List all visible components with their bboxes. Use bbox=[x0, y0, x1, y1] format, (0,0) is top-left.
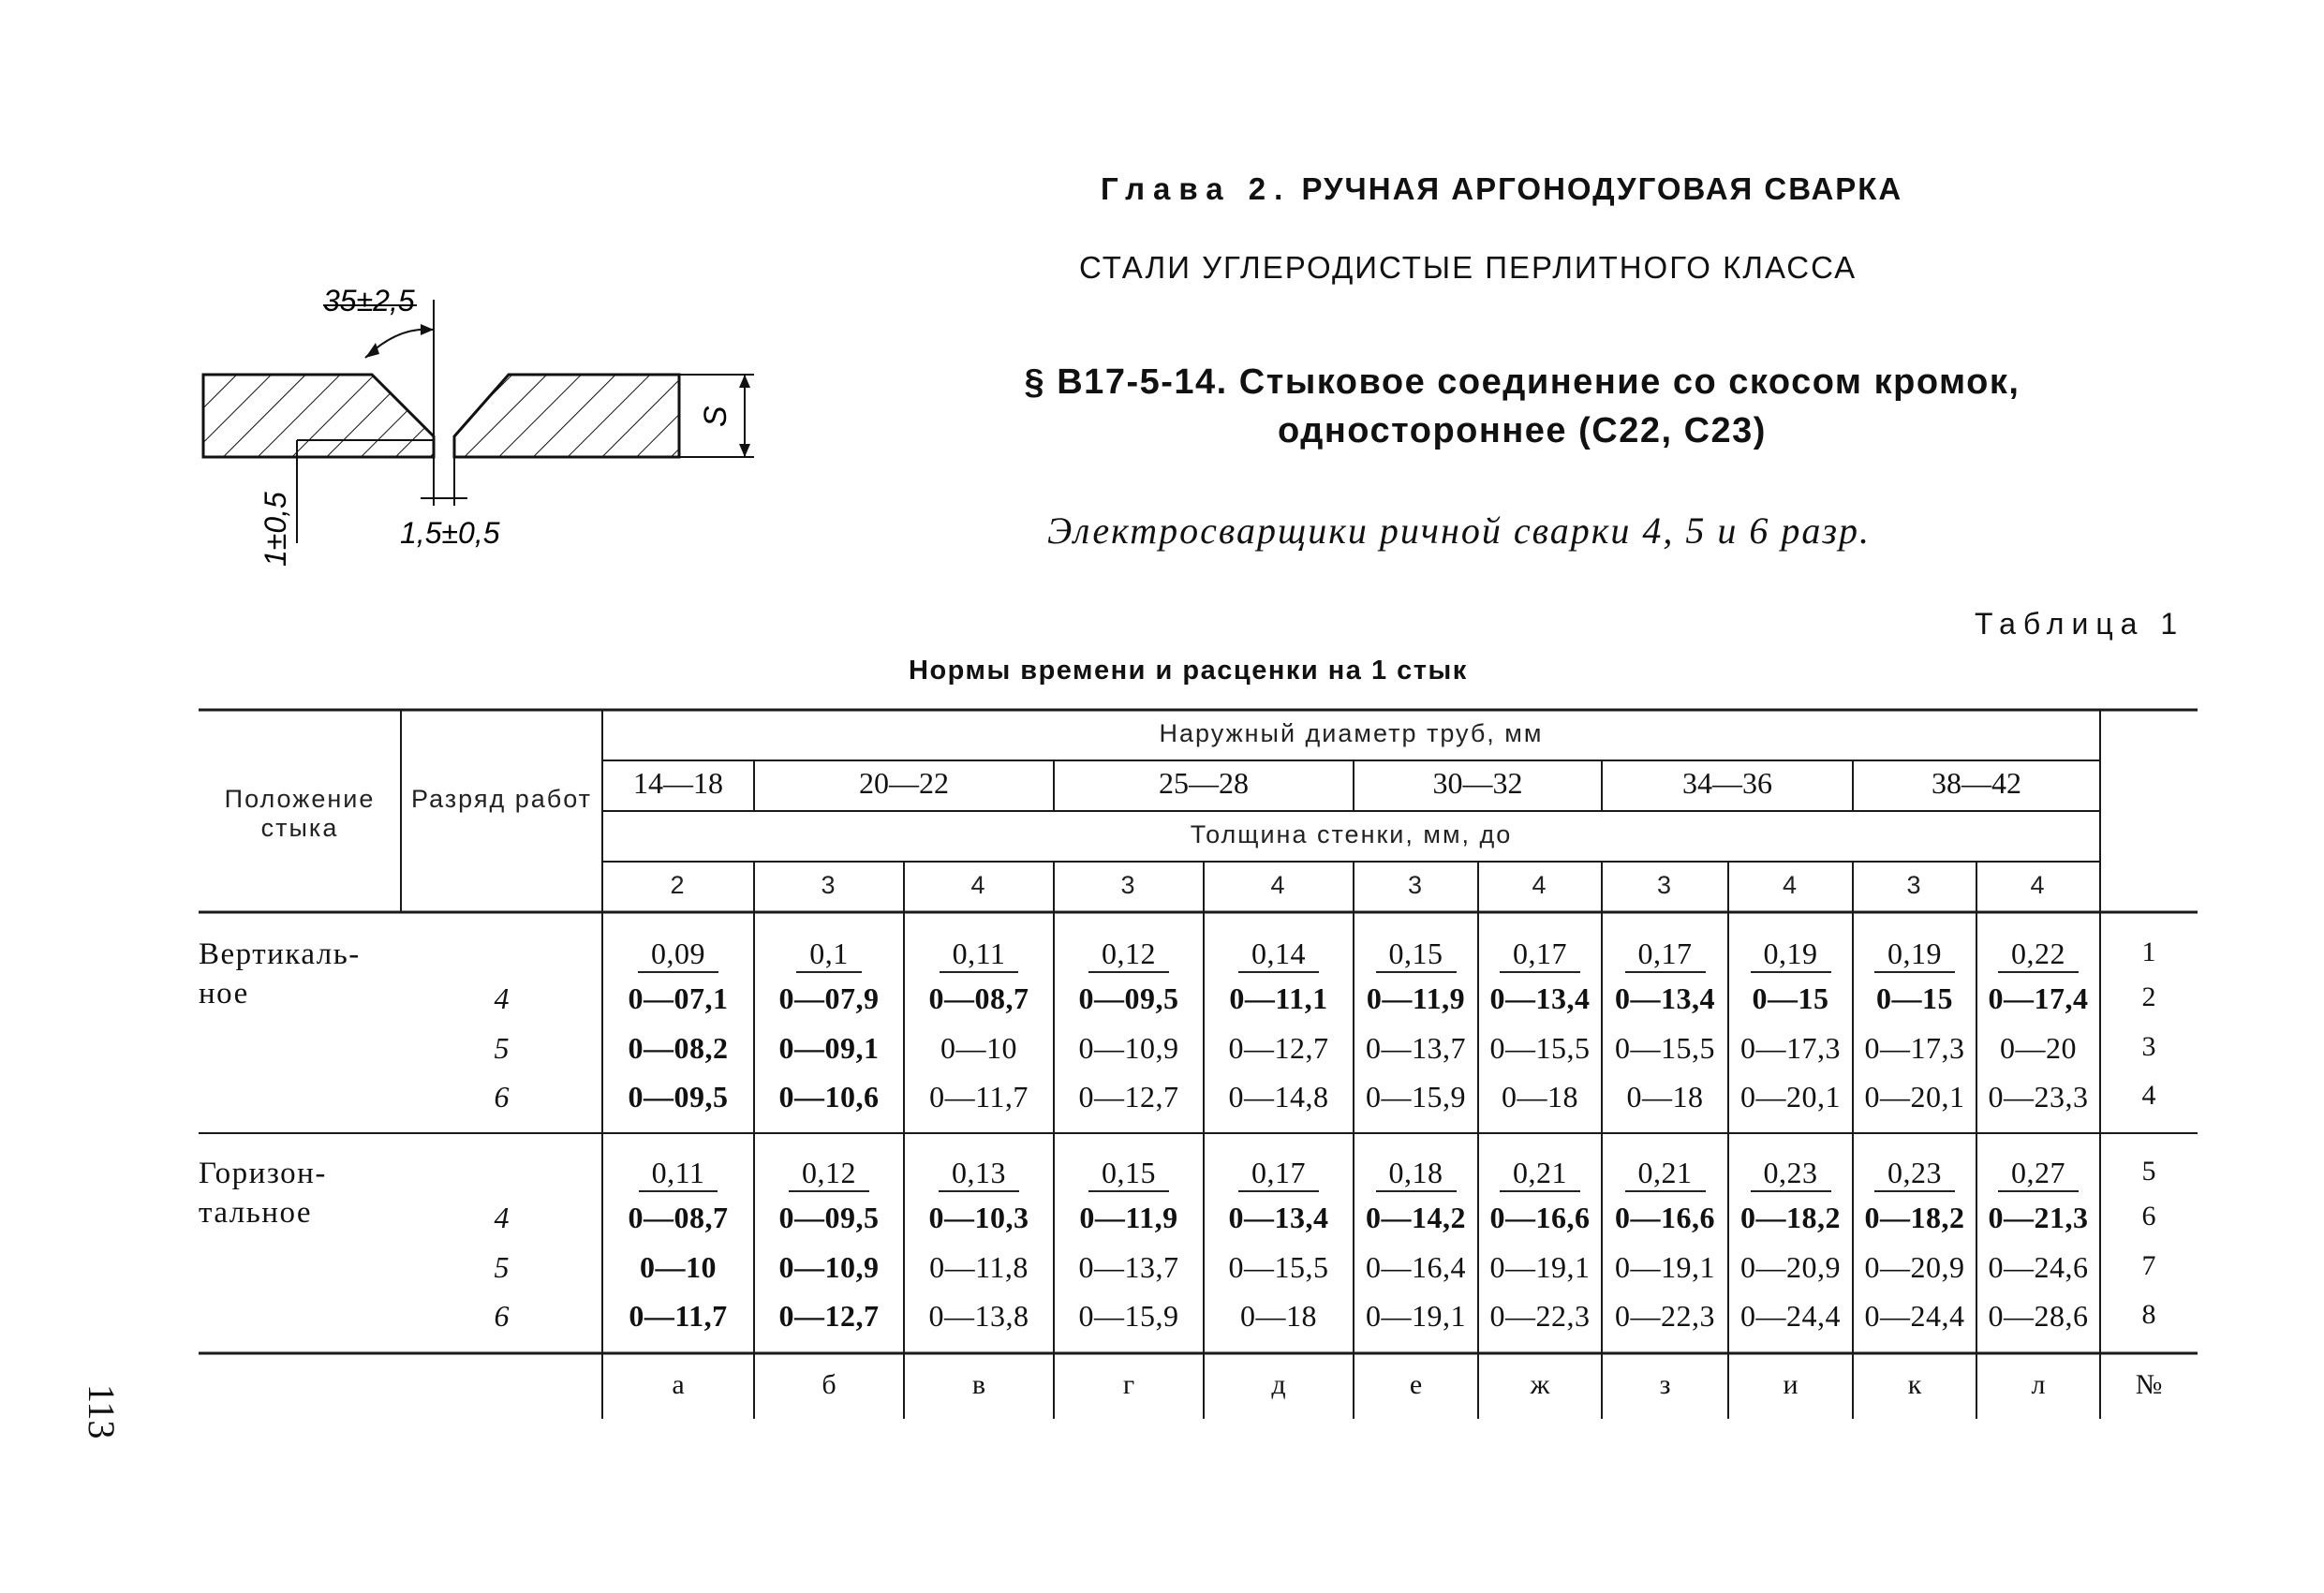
column-letter-1: б bbox=[822, 1369, 836, 1400]
wall-thickness-5: 3 bbox=[1407, 871, 1425, 899]
price-value: 0—13,7 bbox=[1366, 1031, 1466, 1065]
norm-value bbox=[1728, 937, 1853, 973]
norm-value-text: 0,12 bbox=[789, 1156, 869, 1192]
norm-value bbox=[1354, 1156, 1478, 1192]
column-letter-7: з bbox=[1659, 1369, 1671, 1400]
price-value: 0—13,8 bbox=[928, 1299, 1029, 1333]
price-value: 0—12,7 bbox=[778, 1299, 880, 1333]
norm-value-text: 0,23 bbox=[1751, 1156, 1831, 1192]
price-value: 0—15,5 bbox=[1228, 1250, 1329, 1284]
norm-value bbox=[1478, 937, 1602, 973]
price-value: 0—10,6 bbox=[778, 1080, 880, 1114]
price-value: 0—11,7 bbox=[929, 1080, 1029, 1114]
price-value: 0—19,1 bbox=[1366, 1299, 1466, 1333]
price-value: 0—07,9 bbox=[778, 981, 880, 1015]
section-title-line1: § В17-5-14. Стыковое соединение со скосом кромок, bbox=[1024, 362, 2021, 402]
chapter-heading bbox=[1101, 171, 1902, 207]
price-value: 0—13,4 bbox=[1228, 1201, 1329, 1234]
norm-value-text: 0,13 bbox=[939, 1156, 1019, 1192]
norm-value-text: 0,11 bbox=[940, 937, 1019, 973]
column-number-header: № bbox=[2135, 1369, 2163, 1400]
price-value: 0—10,3 bbox=[928, 1201, 1029, 1234]
norm-value bbox=[1478, 1156, 1602, 1192]
price-value: 0—24,6 bbox=[1988, 1250, 2089, 1284]
norm-value bbox=[904, 1156, 1054, 1192]
price-value: 0—13,4 bbox=[1489, 981, 1591, 1015]
norm-value bbox=[1853, 937, 1976, 973]
price-value: 0—18,2 bbox=[1864, 1201, 1965, 1234]
price-value: 0—20,9 bbox=[1740, 1250, 1841, 1284]
steel-class-heading: СТАЛИ УГЛЕРОДИСТЫЕ ПЕРЛИТНОГО КЛАССА bbox=[1079, 250, 1858, 285]
row-number: 8 bbox=[2141, 1299, 2156, 1330]
row-number: 6 bbox=[2141, 1201, 2156, 1232]
wall-thickness-1: 3 bbox=[821, 871, 837, 899]
thickness-label: S bbox=[698, 406, 733, 427]
price-value: 0—22,3 bbox=[1489, 1299, 1591, 1333]
price-value: 0—11,9 bbox=[1366, 981, 1466, 1015]
price-value: 0—12,7 bbox=[1078, 1080, 1179, 1114]
wall-thickness-0: 2 bbox=[670, 871, 687, 899]
diameter-range-4: 34—36 bbox=[1682, 766, 1772, 800]
price-value: 0—17,3 bbox=[1740, 1031, 1841, 1065]
price-value: 0—18 bbox=[1502, 1080, 1578, 1114]
norm-value-text: 0,17 bbox=[1500, 937, 1580, 973]
diameter-range-1: 20—22 bbox=[859, 766, 949, 800]
price-value: 0—08,7 bbox=[628, 1201, 729, 1234]
section-title bbox=[1002, 358, 2042, 455]
row-number: 5 bbox=[2141, 1156, 2156, 1187]
header-position: Положение стыка bbox=[224, 785, 376, 842]
column-letter-3: г bbox=[1122, 1369, 1135, 1400]
price-value: 0—10 bbox=[640, 1250, 717, 1284]
column-letter-10: л bbox=[2031, 1369, 2046, 1400]
price-value: 0—13,7 bbox=[1078, 1250, 1179, 1284]
norm-value-text: 0,12 bbox=[1088, 937, 1169, 973]
price-value: 0—23,3 bbox=[1988, 1080, 2089, 1114]
price-value: 0—11,1 bbox=[1229, 981, 1328, 1015]
price-value: 0—15 bbox=[1876, 981, 1953, 1015]
price-value: 0—15 bbox=[1752, 981, 1829, 1015]
price-value: 0—15,9 bbox=[1366, 1080, 1466, 1114]
gap-label: 1,5±0,5 bbox=[400, 516, 500, 550]
price-value: 0—19,1 bbox=[1615, 1250, 1715, 1284]
wall-thickness-3: 3 bbox=[1120, 871, 1137, 899]
diameter-range-3: 30—32 bbox=[1432, 766, 1523, 800]
left-plate bbox=[203, 375, 434, 457]
price-value: 0—20,1 bbox=[1740, 1080, 1841, 1114]
row-number: 4 bbox=[2141, 1080, 2156, 1111]
root-face-label: 1±0,5 bbox=[259, 492, 292, 567]
price-value: 0—20 bbox=[2000, 1031, 2077, 1065]
right-plate bbox=[454, 375, 679, 457]
price-value: 0—07,1 bbox=[628, 981, 729, 1015]
price-value: 0—10,9 bbox=[1078, 1031, 1179, 1065]
price-value: 0—08,2 bbox=[628, 1031, 729, 1065]
norm-value bbox=[904, 937, 1054, 973]
norm-value bbox=[1976, 937, 2100, 973]
angle-label: 35±2,5 bbox=[323, 284, 415, 317]
price-value: 0—14,8 bbox=[1228, 1080, 1329, 1114]
norm-value bbox=[754, 937, 904, 973]
wall-thickness-10: 4 bbox=[2030, 871, 2047, 899]
norm-value bbox=[1204, 937, 1354, 973]
norm-value bbox=[1602, 1156, 1728, 1192]
norm-value bbox=[1976, 1156, 2100, 1192]
price-value: 0—24,4 bbox=[1740, 1299, 1841, 1333]
norm-value bbox=[602, 937, 754, 973]
norm-value bbox=[1354, 937, 1478, 973]
norm-value-text: 0,09 bbox=[638, 937, 718, 973]
wall-thickness-4: 4 bbox=[1270, 871, 1287, 899]
norm-value-text: 0,21 bbox=[1625, 1156, 1706, 1192]
norm-value bbox=[602, 1156, 754, 1192]
table-label: Таблица 1 bbox=[1975, 607, 2185, 641]
norm-value bbox=[1728, 1156, 1853, 1192]
chapter-title: РУЧНАЯ АРГОНОДУГОВАЯ СВАРКА bbox=[1301, 171, 1903, 206]
column-letter-9: к bbox=[1907, 1369, 1922, 1400]
chapter-prefix: Глава 2. bbox=[1101, 171, 1292, 206]
column-letter-2: в bbox=[971, 1369, 986, 1400]
price-value: 0—24,4 bbox=[1864, 1299, 1965, 1333]
norm-value-text: 0,27 bbox=[1998, 1156, 2079, 1192]
price-value: 0—17,4 bbox=[1988, 981, 2089, 1015]
norm-value-text: 0,19 bbox=[1751, 937, 1831, 973]
column-letter-4: д bbox=[1271, 1369, 1286, 1400]
diameter-range-5: 38—42 bbox=[1932, 766, 2021, 800]
wall-thickness-2: 4 bbox=[970, 871, 987, 899]
norm-value-text: 0,17 bbox=[1238, 1156, 1319, 1192]
grade-value: 6 bbox=[494, 1080, 510, 1114]
price-value: 0—09,1 bbox=[778, 1031, 880, 1065]
price-value: 0—09,5 bbox=[778, 1201, 880, 1234]
norm-value-text: 0,17 bbox=[1625, 937, 1706, 973]
price-value: 0—15,9 bbox=[1078, 1299, 1179, 1333]
grade-value: 5 bbox=[494, 1031, 510, 1065]
diameter-range-0: 14—18 bbox=[633, 766, 723, 800]
price-value: 0—16,6 bbox=[1489, 1201, 1591, 1234]
norm-value bbox=[1853, 1156, 1976, 1192]
norm-value bbox=[1054, 1156, 1204, 1192]
price-value: 0—16,4 bbox=[1366, 1250, 1466, 1284]
price-value: 0—09,5 bbox=[1078, 981, 1179, 1015]
price-value: 0—19,1 bbox=[1489, 1250, 1591, 1284]
column-letter-5: е bbox=[1409, 1369, 1423, 1400]
norm-value-text: 0,18 bbox=[1376, 1156, 1457, 1192]
norm-value bbox=[1204, 1156, 1354, 1192]
price-value: 0—18 bbox=[1626, 1080, 1704, 1114]
norm-value bbox=[1054, 937, 1204, 973]
wall-thickness-9: 3 bbox=[1906, 871, 1923, 899]
price-value: 0—11,8 bbox=[929, 1250, 1029, 1284]
price-value: 0—21,3 bbox=[1988, 1201, 2089, 1234]
grade-value: 6 bbox=[494, 1299, 510, 1333]
group-position-1: Горизон-тальное bbox=[199, 1157, 327, 1230]
section-title-line2: одностороннее (С22, С23) bbox=[1278, 411, 1767, 450]
price-value: 0—10 bbox=[940, 1031, 1017, 1065]
price-value: 0—08,7 bbox=[928, 981, 1029, 1015]
header-wall-thickness: Толщина стенки, мм, до bbox=[1190, 820, 1513, 848]
price-value: 0—18,2 bbox=[1740, 1201, 1841, 1234]
row-number: 7 bbox=[2141, 1250, 2156, 1281]
header-outer-diameter: Наружный диаметр труб, мм bbox=[1159, 719, 1544, 747]
price-value: 0—22,3 bbox=[1615, 1299, 1715, 1333]
row-number: 1 bbox=[2141, 937, 2156, 967]
wall-thickness-7: 3 bbox=[1656, 871, 1674, 899]
norm-value-text: 0,15 bbox=[1376, 937, 1457, 973]
row-number: 2 bbox=[2141, 981, 2156, 1012]
table-caption: Нормы времени и расценки на 1 стык bbox=[909, 656, 1468, 686]
price-value: 0—28,6 bbox=[1988, 1299, 2089, 1333]
price-value: 0—17,3 bbox=[1864, 1031, 1965, 1065]
price-value: 0—15,5 bbox=[1489, 1031, 1591, 1065]
norm-value bbox=[1602, 937, 1728, 973]
joint-drawing bbox=[192, 281, 773, 581]
column-letter-0: а bbox=[672, 1369, 685, 1400]
price-value: 0—10,9 bbox=[778, 1250, 880, 1284]
price-value: 0—14,2 bbox=[1366, 1201, 1466, 1234]
price-value: 0—20,9 bbox=[1864, 1250, 1965, 1284]
price-value: 0—16,6 bbox=[1615, 1201, 1715, 1234]
norm-value-text: 0,11 bbox=[639, 1156, 718, 1192]
column-letter-8: и bbox=[1783, 1369, 1799, 1400]
norm-value-text: 0,14 bbox=[1238, 937, 1319, 973]
grade-value: 5 bbox=[494, 1250, 510, 1284]
price-value: 0—20,1 bbox=[1864, 1080, 1965, 1114]
norm-value-text: 0,15 bbox=[1088, 1156, 1169, 1192]
grade-value: 4 bbox=[494, 1201, 510, 1234]
header-grade: Разряд работ bbox=[410, 785, 593, 813]
price-value: 0—15,5 bbox=[1615, 1031, 1715, 1065]
price-value: 0—12,7 bbox=[1228, 1031, 1329, 1065]
price-value: 0—11,9 bbox=[1079, 1201, 1178, 1234]
price-value: 0—11,7 bbox=[629, 1299, 728, 1333]
wall-thickness-8: 4 bbox=[1782, 871, 1799, 899]
price-value: 0—18 bbox=[1240, 1299, 1317, 1333]
wall-thickness-6: 4 bbox=[1532, 871, 1548, 899]
grade-value: 4 bbox=[494, 981, 510, 1015]
norm-value-text: 0,23 bbox=[1874, 1156, 1955, 1192]
norm-value-text: 0,1 bbox=[796, 937, 862, 973]
group-position-0: Вертикаль-ное bbox=[199, 937, 361, 1010]
workers-line: Электросварщики ричной сварки 4, 5 и 6 разр. bbox=[1047, 509, 1872, 552]
norm-value bbox=[754, 1156, 904, 1192]
diameter-range-2: 25—28 bbox=[1159, 766, 1249, 800]
price-value: 0—13,4 bbox=[1615, 981, 1715, 1015]
row-number: 3 bbox=[2141, 1031, 2156, 1062]
norm-value-text: 0,19 bbox=[1874, 937, 1955, 973]
page-number: 113 bbox=[81, 1384, 123, 1439]
price-value: 0—09,5 bbox=[628, 1080, 729, 1114]
norm-value-text: 0,21 bbox=[1500, 1156, 1580, 1192]
column-letter-6: ж bbox=[1530, 1369, 1550, 1400]
norm-value-text: 0,22 bbox=[1998, 937, 2079, 973]
